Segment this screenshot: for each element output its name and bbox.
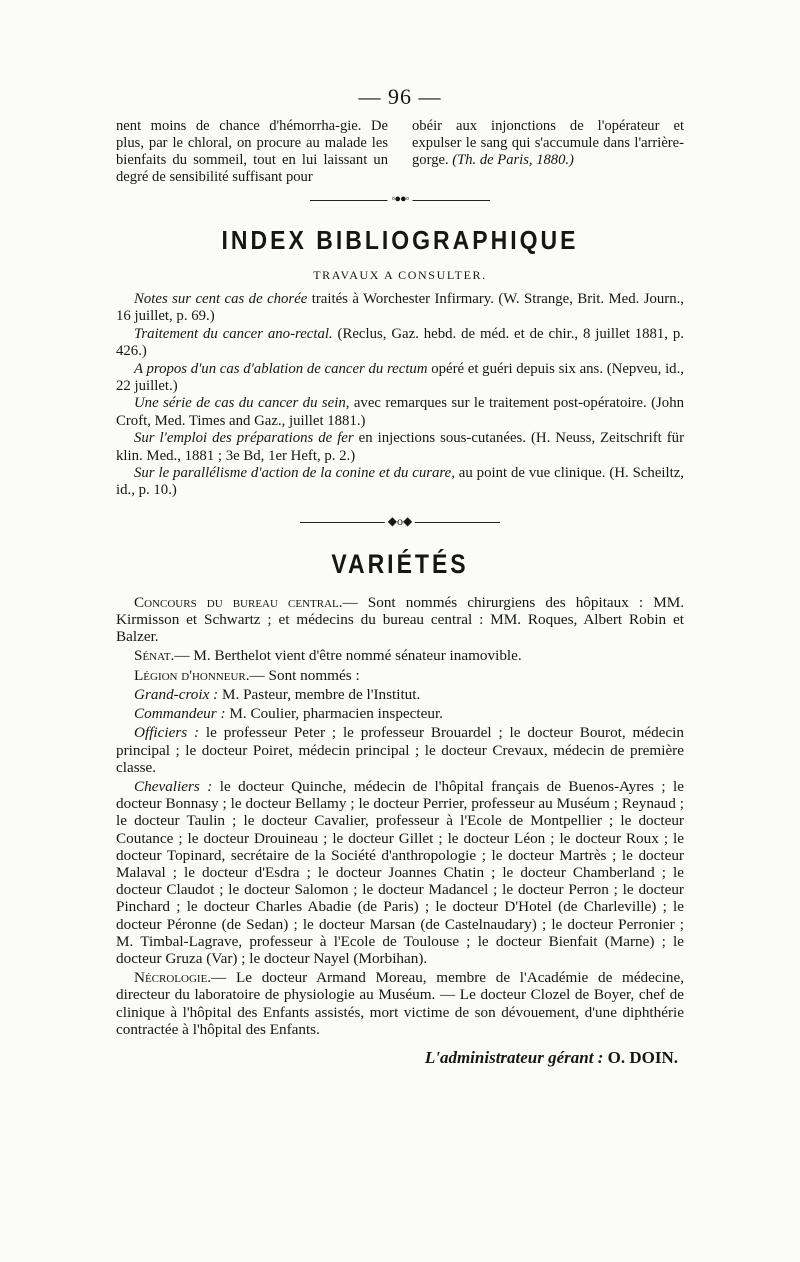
bibliography-entry: Sur le parallélisme d'action de la conine et du curare, au point de vue clinique. (H. Scheiltz, id., p. 10.) <box>116 465 684 499</box>
page-number: — 96 — <box>358 84 442 109</box>
index-title: INDEX BIBLIOGRAPHIQUE <box>221 225 579 255</box>
index-subtitle: TRAVAUX A CONSULTER. <box>313 268 487 282</box>
page <box>116 84 684 1068</box>
footer-label: L'administrateur gérant : <box>424 1047 604 1067</box>
news-paragraph: Commandeur : M. Coulier, pharmacien inspecteur. <box>134 705 443 723</box>
bibliography-entry: Sur l'emploi des préparations de fer en injections sous-cutanées. (H. Neuss, Zeitschrift für klin. Med., 1881 ; 3e Bd, 1er Heft, p. 2.) <box>116 430 684 464</box>
footer-name: O. DOIN. <box>607 1047 678 1067</box>
ornamental-rule <box>310 193 490 207</box>
news-paragraph: Sénat.— M. Berthelot vient d'être nommé sénateur inamovible. <box>134 647 522 665</box>
publisher-signature <box>116 1048 684 1068</box>
bibliography-entry: Une série de cas du cancer du sein, avec remarques sur le traitement post-opératoire. (John Croft, Med. Times and Gaz., juillet 1881.) <box>116 395 684 429</box>
bibliography-entry: Traitement du cancer ano-rectal. (Reclus, Gaz. hebd. de méd. et de chir., 8 juillet 1881, p. 426.) <box>116 325 684 360</box>
news-paragraph: Officiers : le professeur Peter ; le professeur Brouardel ; le docteur Bourot, médecin principal ; le docteur Poiret, médecin principal ; le docteur Crevaux, médecin de première classe. <box>116 724 684 776</box>
top-right-text: obéir aux injonctions de l'opérateur et expulser le sang qui s'accumule dans l'arrière-gorge. <box>412 118 684 168</box>
varietes-body <box>116 594 684 1038</box>
bibliography-list <box>116 291 684 500</box>
news-paragraph: Chevaliers : le docteur Quinche, médecin de l'hôpital français de Buenos-Ayres ; le docteur Bonnasy ; le docteur Bellamy ; le docteur Perrier, professeur au Muséum ; Reynaud ; le docteur Taulin ; le docteur Cavalier, professeur à l'Ecole de Montpellier ; le docteur Coutance ; le docteur Drouineau ; le docteur Gillet ; le docteur Léon ; le docteur Roux ; le docteur Topinard, secrétaire de la Société d'anthropologie ; le docteur Martrès ; le docteur Malaval ; le docteur d'Esdra ; le docteur Joannes Chatin ; le docteur Chamberland ; le docteur Claudot ; le docteur Salomon ; le docteur Madancel ; le docteur Perron ; le docteur Pinchard ; le docteur Charles Abadie (de Paris) ; le docteur D'Hotel (de Charleville) ; le docteur Péronne (de Sedan) ; le docteur Marsan (de Castelnaudary) ; le docteur Perronier ; M. Timbal-Lagrave, professeur à l'Ecole de Toulouse ; le docteur Bienfait (Marne) ; le docteur Gruza (Var) ; le docteur Nayel (Morbihan). <box>116 777 684 967</box>
news-paragraph: Grand-croix : M. Pasteur, membre de l'Institut. <box>134 685 421 703</box>
rule-ornament-icon: ◆o◆ <box>385 514 415 529</box>
ornamental-rule <box>300 513 500 529</box>
bibliography-entry: Notes sur cent cas de chorée traités à Worchester Infirmary. (W. Strange, Brit. Med. Journ., 16 juillet, p. 69.) <box>116 291 685 325</box>
bibliography-entry: A propos d'un cas d'ablation de cancer du rectum opéré et guéri depuis six ans. (Nepveu, id., 22 juillet.) <box>116 360 684 395</box>
varietes-title: VARIÉTÉS <box>331 548 469 579</box>
news-paragraph: Nécrologie.— Le docteur Armand Moreau, membre de l'Académie de médecine, directeur du laboratoire de physiologie au Muséum. — Le docteur Clozel de Boyer, chef de clinique à l'hôpital des Enfants assistés, mort victime de son dévouement, d'une diphthérie contractée à l'hôpital des Enfants. <box>116 969 684 1038</box>
news-paragraph: Légion d'honneur.— Sont nommés : <box>134 666 360 684</box>
rule-ornament-icon: ◦●●◦ <box>387 193 412 205</box>
top-columns <box>116 118 684 186</box>
top-left-column: nent moins de chance d'hémorrha-gie. De plus, par le chloral, on procure au malade les bienfaits du sommeil, tout en lui laissant un degré de sensibilité suffisant pour <box>116 118 388 185</box>
top-right-citation: (Th. de Paris, 1880.) <box>452 152 574 168</box>
top-right-column <box>412 118 684 186</box>
news-paragraph: Concours du bureau central.— Sont nommés chirurgiens des hôpitaux : MM. Kirmisson et Schwartz ; et médecins du bureau central : MM. Roques, Albert Robin et Balzer. <box>116 593 685 646</box>
